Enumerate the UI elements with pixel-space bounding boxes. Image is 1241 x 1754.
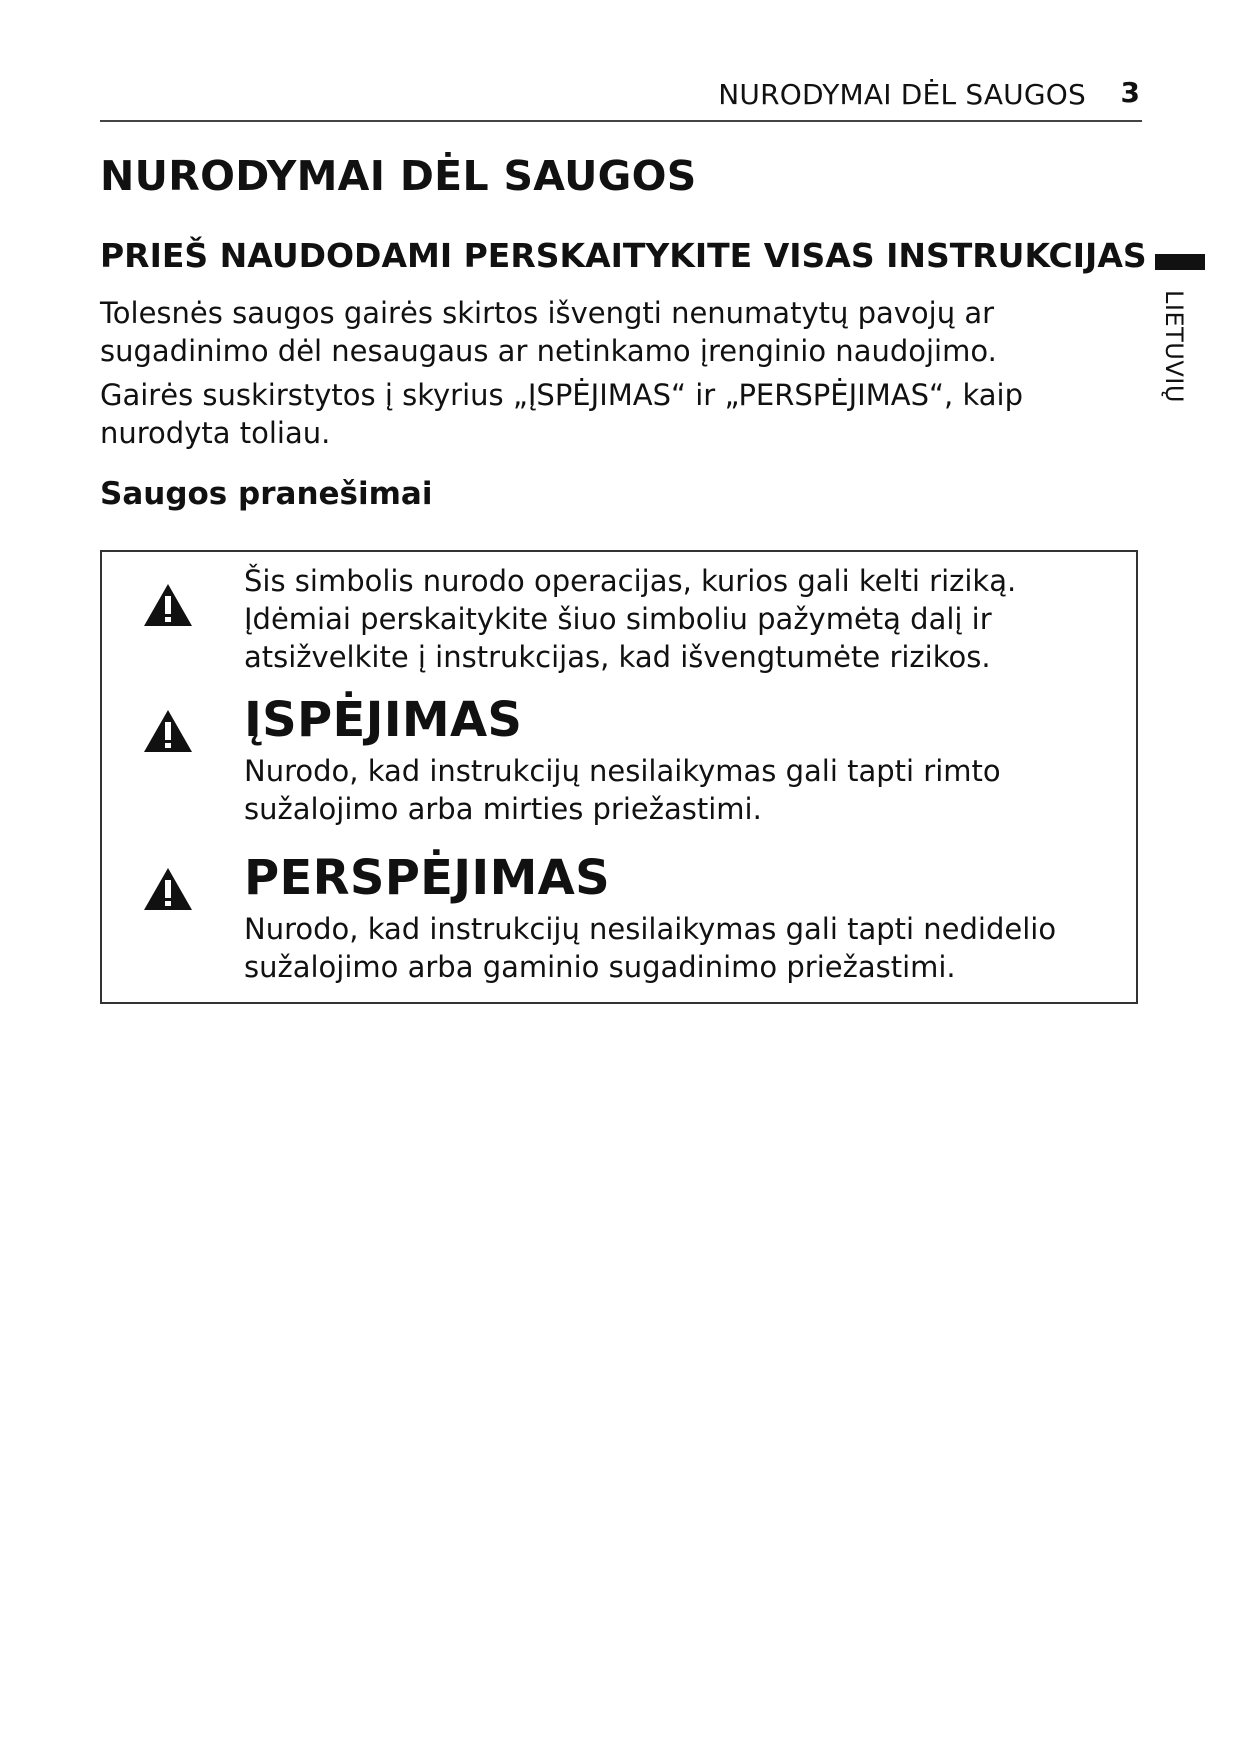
- intro-text: [100, 294, 1110, 458]
- safety-messages-heading: Saugos pranešimai: [100, 476, 433, 512]
- safety-notice-box: [100, 550, 1138, 1004]
- warning-heading: ĮSPĖJIMAS: [244, 692, 523, 748]
- header-title: NURODYMAI DĖL SAUGOS: [718, 78, 1086, 111]
- intro-paragraph-1: Tolesnės saugos gairės skirtos išvengti nenumatytų pavojų ar sugadinimo dėl nesaugaus ar netinkamo įrenginio naudojimo.: [100, 296, 997, 368]
- intro-paragraph-2: Gairės suskirstytos į skyrius „ĮSPĖJIMAS“ ir „PERSPĖJIMAS“, kaip nurodyta toliau.: [100, 378, 1023, 450]
- warning-triangle-icon: [142, 708, 194, 754]
- warning-triangle-icon: [142, 866, 194, 912]
- page-number: 3: [1120, 76, 1140, 109]
- caution-heading: PERSPĖJIMAS: [244, 850, 610, 906]
- section-title: PRIEŠ NAUDODAMI PERSKAITYKITE VISAS INSTRUKCIJAS: [100, 236, 1147, 275]
- notice-text: Nurodo, kad instrukcijų nesilaikymas gali tapti rimto sužalojimo arba mirties priežastimi.: [244, 754, 1001, 826]
- running-header: [100, 72, 1142, 122]
- notice-text: Šis simbolis nurodo operacijas, kurios gali kelti riziką. Įdėmiai perskaitykite šiuo simboliu pažymėtą dalį ir atsižvelkite į instrukcijas, kad išvengtumėte rizikos.: [244, 564, 1017, 674]
- page-title: NURODYMAI DĖL SAUGOS: [100, 152, 697, 200]
- notice-text: Nurodo, kad instrukcijų nesilaikymas gali tapti nedidelio sužalojimo arba gaminio sugadinimo priežastimi.: [244, 912, 1057, 984]
- language-tab-marker: [1155, 254, 1205, 270]
- warning-triangle-icon: [142, 582, 194, 628]
- language-tab-label: LIETUVIŲ: [1160, 290, 1188, 403]
